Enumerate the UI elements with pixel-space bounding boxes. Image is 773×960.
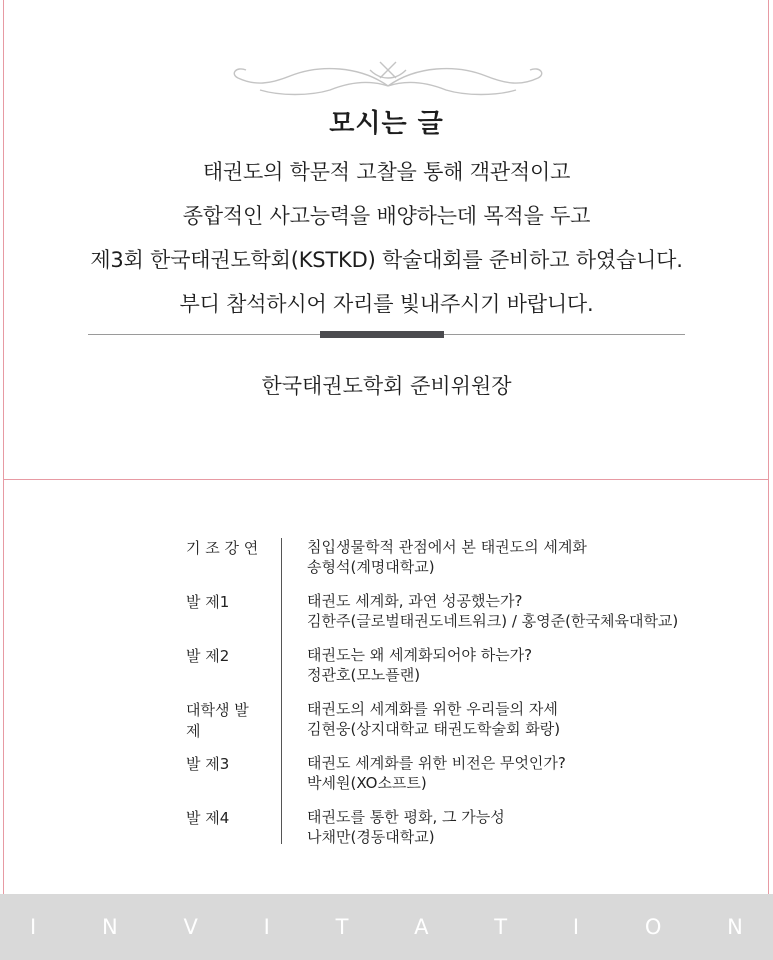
program-speaker: 정관호(모노플랜) <box>307 666 421 684</box>
footer-letter: I <box>263 915 270 939</box>
footer-wordmark <box>0 894 773 960</box>
footer-letter: I <box>30 915 37 939</box>
program-row <box>0 591 773 635</box>
program-topic: 태권도의 세계화를 위한 우리들의 자세 <box>307 700 558 718</box>
program-speaker: 박세원(XO소프트) <box>307 774 427 792</box>
footer-letter: O <box>644 915 662 939</box>
program-label: 기 조 강 연 <box>186 539 259 557</box>
program-details <box>307 537 587 577</box>
footer-letter: N <box>727 915 743 939</box>
program-topic: 태권도 세계화, 과연 성공했는가? <box>307 592 523 610</box>
fold-line <box>3 479 769 480</box>
message-line: 제3회 한국태권도학회(KSTKD) 학술대회를 준비하고 하였습니다. <box>90 248 683 272</box>
program-label: 발 제4 <box>186 809 230 827</box>
program-topic: 침입생물학적 관점에서 본 태권도의 세계화 <box>307 538 587 556</box>
invitation-message <box>0 150 773 326</box>
divider-accent <box>320 331 444 338</box>
program-topic: 태권도는 왜 세계화되어야 하는가? <box>307 646 533 664</box>
program-details <box>307 807 505 847</box>
program-row <box>0 699 773 743</box>
page-title: 모시는 글 <box>329 109 444 139</box>
program-speaker: 김한주(글로벌태권도네트워크) / 홍영준(한국체육대학교) <box>307 612 679 630</box>
program-label: 발 제1 <box>186 593 230 611</box>
program-label: 대학생 발제 <box>186 701 249 740</box>
footer-letter: T <box>494 915 508 939</box>
message-line: 종합적인 사고능력을 배양하는데 목적을 두고 <box>182 204 591 228</box>
program-topic: 태권도를 통한 평화, 그 가능성 <box>307 808 505 826</box>
flourish-ornament-icon <box>210 56 566 100</box>
program-row <box>0 645 773 689</box>
footer-letter: V <box>183 915 198 939</box>
program-speaker: 나채만(경동대학교) <box>307 828 435 846</box>
program-details <box>307 591 678 631</box>
footer-letter: A <box>414 915 429 939</box>
footer-letter: N <box>101 915 118 939</box>
signature: 한국태권도학회 준비위원장 <box>261 374 512 398</box>
program-row <box>0 753 773 797</box>
message-line: 태권도의 학문적 고찰을 통해 객관적이고 <box>202 160 571 184</box>
program-topic: 태권도 세계화를 위한 비전은 무엇인가? <box>307 754 566 772</box>
footer-letter: I <box>572 915 580 939</box>
program-speaker: 김현웅(상지대학교 태권도학술회 화랑) <box>307 720 561 738</box>
program-row <box>0 807 773 851</box>
program-details <box>307 753 566 793</box>
program-label: 발 제3 <box>186 755 230 773</box>
program-details <box>307 699 560 739</box>
program-speaker: 송형석(계명대학교) <box>307 558 435 576</box>
program-row <box>0 537 773 581</box>
program-details <box>307 645 532 685</box>
program-label: 발 제2 <box>186 647 230 665</box>
footer-letter: T <box>335 915 349 939</box>
program-separator <box>281 538 282 844</box>
message-line: 부디 참석하시어 자리를 빛내주시기 바랍니다. <box>179 292 594 316</box>
invitation-footer <box>0 894 773 960</box>
